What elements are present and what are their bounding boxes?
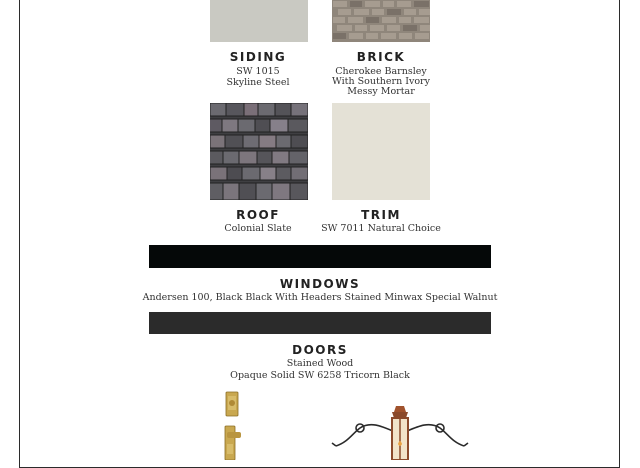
windows-heading: WINDOWS — [279, 277, 361, 291]
trim-color-name: SW 7011 Natural Choice — [321, 223, 441, 234]
doors-heading: DOORS — [292, 343, 348, 357]
trim-swatch — [332, 103, 430, 200]
brick-heading: BRICK — [356, 50, 406, 64]
windows-description: Andersen 100, Black Black With Headers Stained Minwax Special Walnut — [142, 292, 498, 303]
brick-mortar: Messy Mortar — [347, 86, 415, 97]
door-knob-icon — [222, 390, 242, 418]
trim-heading: TRIM — [361, 208, 401, 222]
roof-shingle-texture-icon — [210, 103, 308, 200]
door-handle-icon — [219, 424, 245, 460]
brick-name: Cherokee Barnsley — [335, 66, 427, 77]
roof-heading: ROOF — [236, 208, 280, 222]
doors-color: Opaque Solid SW 6258 Tricorn Black — [230, 370, 410, 381]
siding-swatch — [210, 0, 308, 42]
windows-color-bar — [149, 245, 491, 268]
doors-color-bar — [149, 312, 491, 334]
doors-material: Stained Wood — [286, 358, 354, 369]
brick-swatch — [332, 0, 430, 42]
roof-color-name: Colonial Slate — [224, 223, 292, 234]
brick-texture-icon — [332, 0, 430, 42]
siding-heading: SIDING — [229, 50, 287, 64]
siding-color-name: Skyline Steel — [226, 77, 290, 88]
brick-detail: With Southern Ivory — [332, 76, 430, 87]
siding-code: SW 1015 — [236, 66, 280, 77]
wall-lantern-icon — [330, 404, 470, 460]
roof-swatch — [210, 103, 308, 200]
